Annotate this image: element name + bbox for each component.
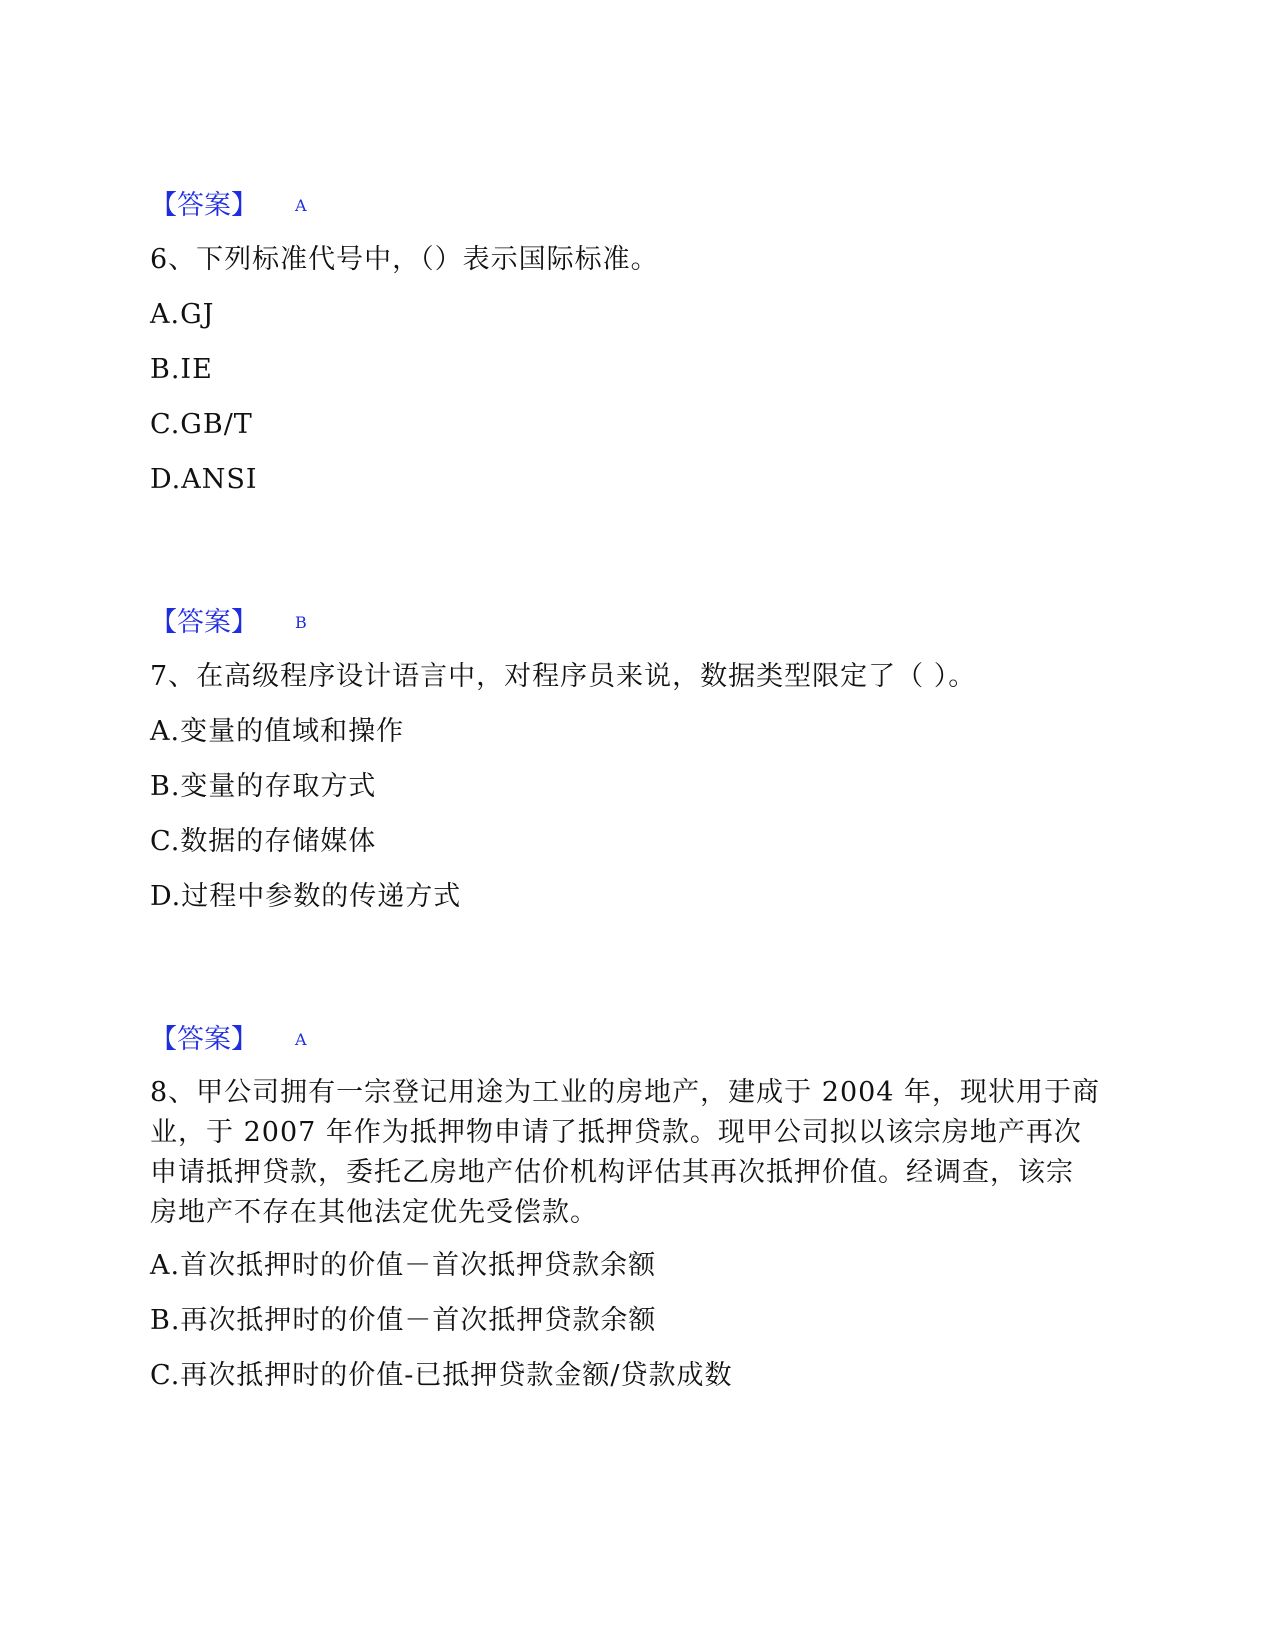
option-a: A.GJ	[150, 299, 215, 330]
option-a: A.变量的值域和操作	[150, 716, 405, 747]
option-b: B.再次抵押时的价值－首次抵押贷款余额	[150, 1305, 657, 1336]
answer-row	[150, 186, 550, 226]
option-c: C.数据的存储媒体	[150, 826, 377, 857]
question-stem-line: 业，于 2007 年作为抵押物申请了抵押贷款。现甲公司拟以该宗房地产再次	[150, 1117, 1082, 1148]
answer-row	[150, 1020, 550, 1060]
option-d: D.ANSI	[150, 464, 258, 495]
answer-value: B	[295, 613, 307, 632]
question-stem-line: 8、甲公司拥有一宗登记用途为工业的房地产，建成于 2004 年，现状用于商	[150, 1077, 1101, 1108]
question-stem: 7、在高级程序设计语言中，对程序员来说，数据类型限定了（ ）。	[150, 661, 977, 692]
option-c: C.再次抵押时的价值-已抵押贷款金额/贷款成数	[150, 1360, 733, 1391]
answer-label: 【答案】	[150, 190, 258, 221]
answer-label: 【答案】	[150, 607, 258, 638]
answer-label: 【答案】	[150, 1024, 258, 1055]
question-stem: 6、下列标准代号中，（）表示国际标准。	[150, 244, 659, 275]
option-b: B.IE	[150, 354, 213, 385]
option-c: C.GB/T	[150, 409, 253, 440]
answer-value: A	[295, 196, 307, 215]
question-stem-line: 申请抵押贷款，委托乙房地产估价机构评估其再次抵押价值。经调查，该宗	[150, 1157, 1074, 1188]
answer-value: A	[295, 1030, 307, 1049]
option-d: D.过程中参数的传递方式	[150, 881, 462, 912]
option-b: B.变量的存取方式	[150, 771, 377, 802]
question-stem-line: 房地产不存在其他法定优先受偿款。	[150, 1197, 598, 1228]
option-a: A.首次抵押时的价值－首次抵押贷款余额	[150, 1250, 657, 1281]
answer-row	[150, 603, 550, 643]
